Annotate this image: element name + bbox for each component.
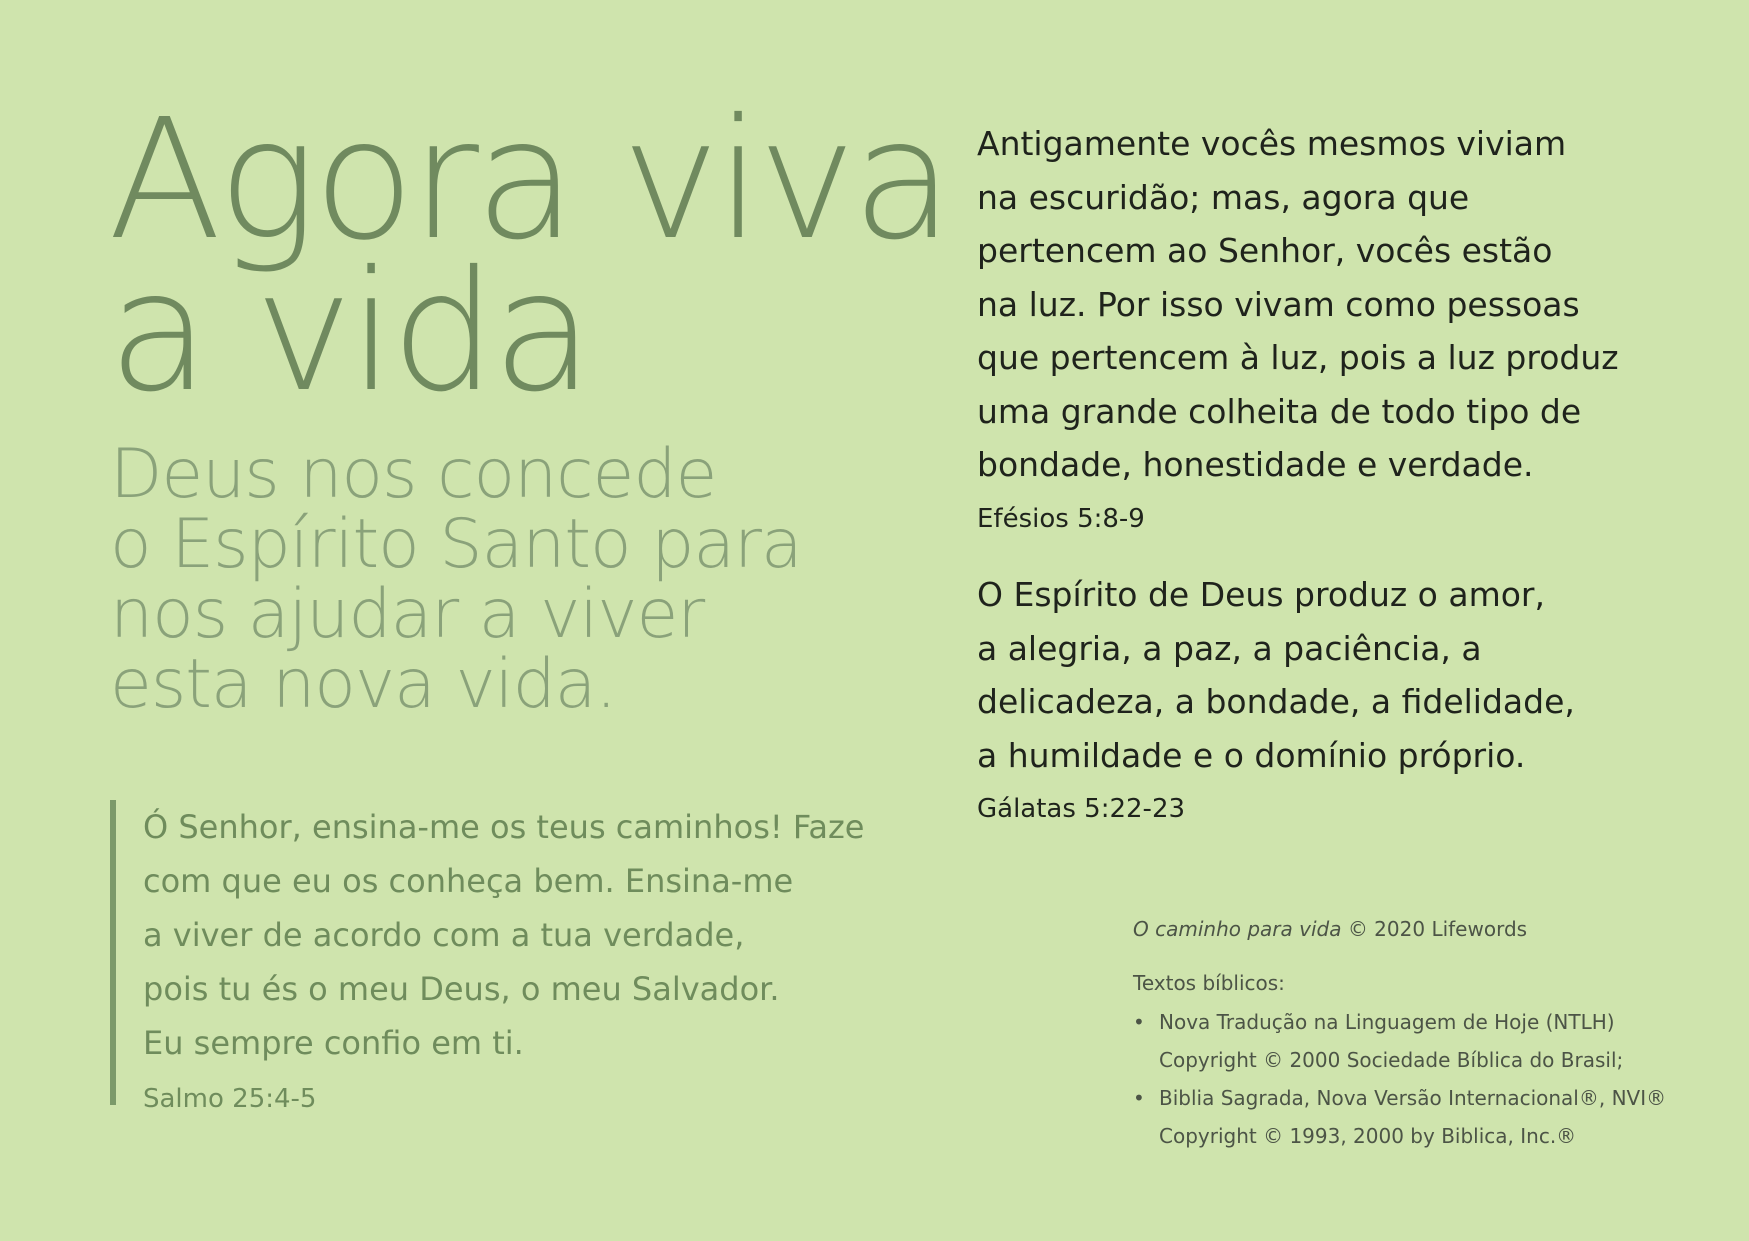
bible-versions-list xyxy=(1133,1003,1723,1155)
ephesians-text xyxy=(977,117,1697,492)
version-name: Biblia Sagrada, Nova Versão Internacional®, NVI® xyxy=(1159,1086,1667,1110)
ephesians-line-4: na luz. Por isso vivam como pessoas xyxy=(977,284,1580,324)
title-line-1: Agora viva xyxy=(108,84,950,277)
bible-texts-label: Textos bíblicos: xyxy=(1133,971,1285,995)
publication-credit xyxy=(1133,917,1723,941)
book-title: O caminho para vida xyxy=(1133,917,1342,941)
bullet-icon: • xyxy=(1133,1010,1145,1034)
subtitle-line-3: nos ajudar a viver xyxy=(110,575,705,654)
galatians-line-1: O Espírito de Deus produz o amor, xyxy=(977,575,1545,614)
version-copyright: Copyright © 2000 Sociedade Bíblica do Brasil; xyxy=(1159,1048,1624,1072)
bullet-icon: • xyxy=(1133,1086,1145,1110)
subtitle xyxy=(110,435,870,724)
psalm-text xyxy=(143,800,930,1070)
credits xyxy=(1133,917,1723,1155)
subtitle-line-2: o Espírito Santo para xyxy=(110,505,802,584)
galatians-line-2: a alegria, a paz, a paciência, a xyxy=(977,628,1482,668)
subtitle-line-4: esta nova vida. xyxy=(110,645,617,724)
ephesians-line-7: bondade, honestidade e verdade. xyxy=(977,445,1534,484)
galatians-line-3: delicadeza, a bondade, a fidelidade, xyxy=(977,682,1575,721)
psalm-quote xyxy=(110,800,930,1114)
psalm-line-5: Eu sempre confio em ti. xyxy=(143,1024,524,1062)
galatians-verse xyxy=(977,568,1697,824)
galatians-text xyxy=(977,568,1697,782)
galatians-line-4: a humildade e o domínio próprio. xyxy=(977,735,1526,775)
title-line-2: a vida xyxy=(108,236,590,429)
psalm-line-3: a viver de acordo com a tua verdade, xyxy=(143,916,745,954)
ephesians-line-2: na escuridão; mas, agora que xyxy=(977,177,1470,217)
psalm-reference: Salmo 25:4-5 xyxy=(143,1084,317,1114)
ephesians-line-5: que pertencem à luz, pois a luz produz xyxy=(977,338,1619,377)
galatians-reference: Gálatas 5:22-23 xyxy=(977,794,1186,824)
list-item xyxy=(1133,1079,1723,1155)
version-name: Nova Tradução na Linguagem de Hoje (NTLH) xyxy=(1159,1010,1615,1034)
page-title xyxy=(108,84,968,429)
ephesians-line-6: uma grande colheita de todo tipo de xyxy=(977,391,1582,431)
psalm-line-4: pois tu és o meu Deus, o meu Salvador. xyxy=(143,970,780,1008)
ephesians-reference: Efésios 5:8-9 xyxy=(977,503,1145,534)
subtitle-line-1: Deus nos concede xyxy=(110,435,717,514)
psalm-line-2: com que eu os conheça bem. Ensina-me xyxy=(143,862,794,900)
psalm-line-1: Ó Senhor, ensina-me os teus caminhos! Faze xyxy=(143,808,865,846)
list-item xyxy=(1133,1003,1723,1079)
version-copyright: Copyright © 1993, 2000 by Biblica, Inc.® xyxy=(1159,1124,1577,1148)
ephesians-line-3: pertencem ao Senhor, vocês estão xyxy=(977,231,1553,270)
copyright-notice: © 2020 Lifewords xyxy=(1347,917,1528,941)
ephesians-verse xyxy=(977,117,1697,534)
ephesians-line-1: Antigamente vocês mesmos viviam xyxy=(977,124,1567,163)
